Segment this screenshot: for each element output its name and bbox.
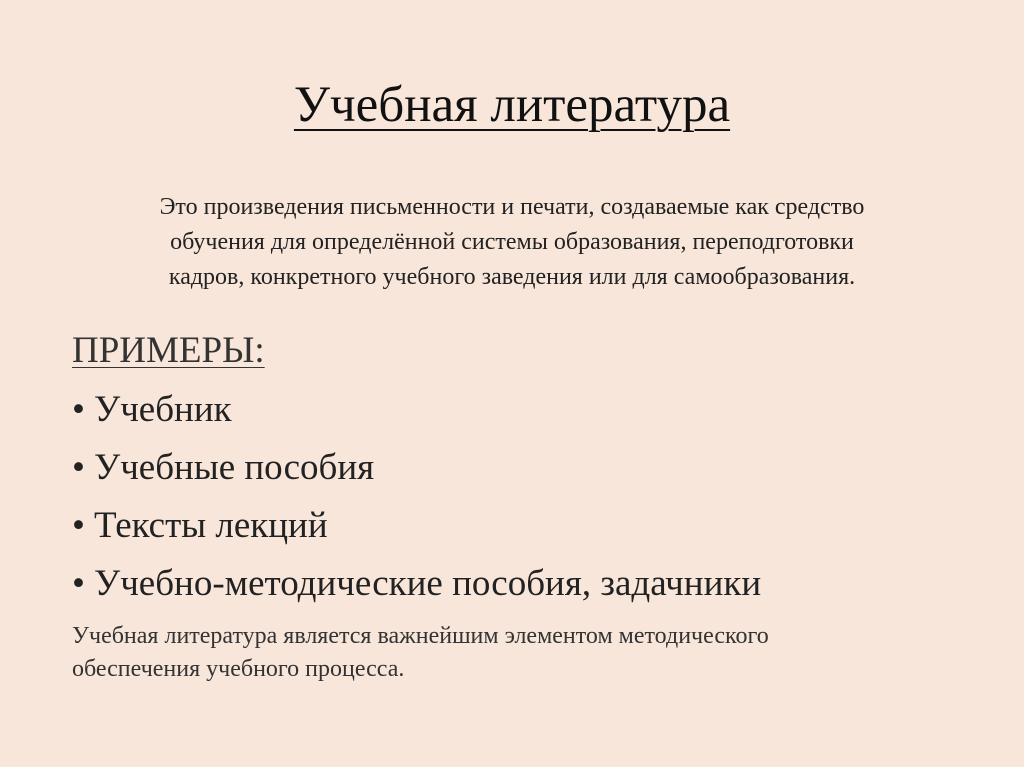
bullet-icon: • xyxy=(72,563,85,604)
examples-heading-text: ПРИМЕРЫ: xyxy=(72,330,265,371)
examples-list xyxy=(72,381,761,613)
conclusion-line: Учебная литература является важнейшим элементом методического xyxy=(72,623,769,649)
slide-title-text: Учебная литература xyxy=(293,77,731,133)
examples-heading xyxy=(72,328,265,374)
list-item-text: Тексты лекций xyxy=(94,505,328,546)
definition-line: Это произведения письменности и печати, создаваемые как средство xyxy=(159,194,865,220)
definition-line: кадров, конкретного учебного заведения или для самообразования. xyxy=(168,264,856,290)
list-item xyxy=(72,439,761,497)
list-item-text: Учебник xyxy=(94,389,232,430)
slide-title xyxy=(0,74,1024,136)
list-item-text: Учебно-методические пособия, задачники xyxy=(94,563,762,604)
definition-paragraph xyxy=(80,190,944,295)
list-item xyxy=(72,381,761,439)
conclusion-line: обеспечения учебного процесса. xyxy=(72,656,405,682)
definition-line: обучения для определённой системы образования, переподготовки xyxy=(170,229,854,255)
list-item xyxy=(72,555,761,613)
bullet-icon: • xyxy=(72,447,85,488)
list-item-text: Учебные пособия xyxy=(94,447,375,488)
list-item xyxy=(72,497,761,555)
conclusion-paragraph xyxy=(72,620,972,686)
bullet-icon: • xyxy=(72,389,85,430)
bullet-icon: • xyxy=(72,505,85,546)
